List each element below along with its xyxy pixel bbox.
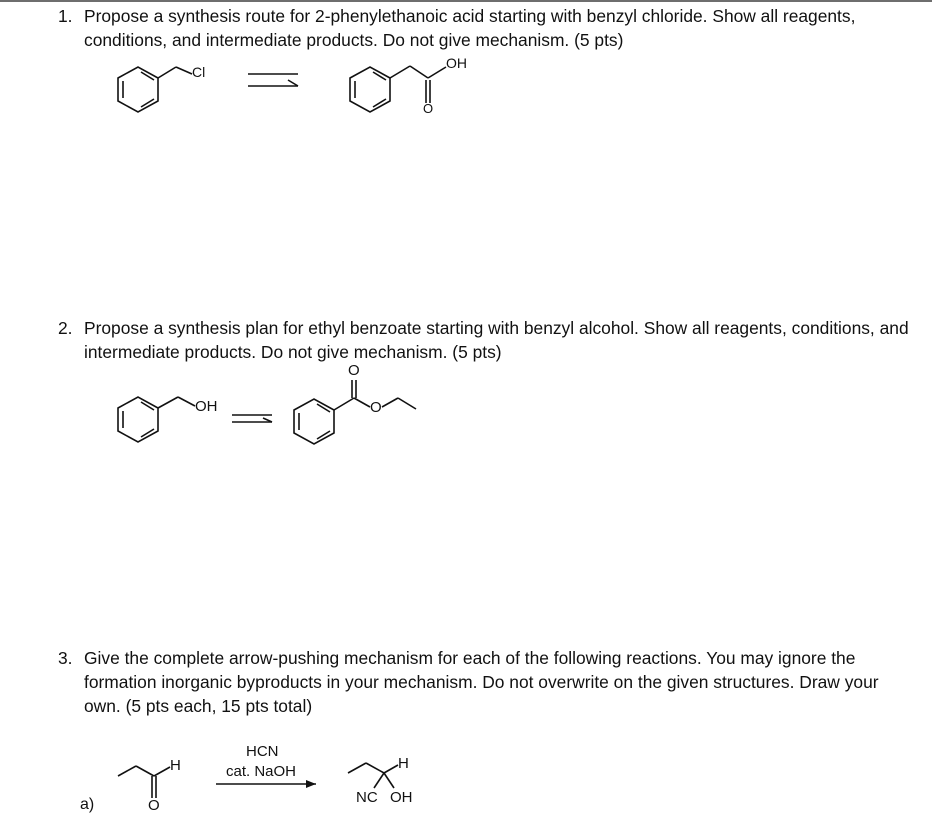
q3a-aldehyde-h-label: H (170, 757, 181, 774)
q3a-carbonyl-o-label: O (148, 797, 160, 814)
q3a-reagent-hcn: HCN (246, 743, 279, 760)
benzyl-alcohol-structure (118, 397, 195, 442)
part-a-label: a) (80, 796, 95, 813)
cyanohydrin-structure (348, 763, 398, 788)
question-2 (58, 316, 918, 364)
q3a-reagent-naoh: cat. NaOH (226, 763, 297, 780)
q3a-arrowhead (306, 780, 316, 788)
q2-hydroxyl-label: OH (195, 398, 218, 415)
question-2-number: 2. (58, 318, 73, 338)
question-3-text: Give the complete arrow-pushing mechanism for each of the following reactions. You may ignore the formation inorganic byproducts in your mechanism. Do not overwrite on the given structures. Draw your own. (5 pts each, 15 pts total) (84, 648, 879, 716)
q2-reaction-arrow (232, 415, 272, 422)
q1-reaction-arrow (248, 74, 298, 86)
q3a-product-nc-label: NC (356, 789, 378, 806)
q1-carbonyl-o-label: O (423, 101, 434, 116)
q2-ester-o-label: O (370, 399, 382, 416)
propanal-structure (118, 766, 170, 798)
question-3 (58, 646, 918, 718)
question-1-text: Propose a synthesis route for 2-phenylethanoic acid starting with benzyl chloride. Show all reagents, conditions, and intermediate products. Do not give mechanism. (5 pts) (84, 6, 856, 50)
ethyl-benzoate-structure (294, 380, 416, 444)
q3a-product-oh-label: OH (390, 789, 413, 806)
question-1-number: 1. (58, 6, 73, 26)
q1-hydroxyl-label: OH (446, 55, 467, 71)
q3a-product-h-label: H (398, 755, 409, 772)
q1-chloride-label: Cl (192, 64, 206, 80)
question-2-text: Propose a synthesis plan for ethyl benzoate starting with benzyl alcohol. Show all reagents, conditions, and intermediate products. Do not give mechanism. (5 pts) (84, 318, 909, 362)
benzyl-chloride-structure (118, 67, 192, 112)
question-3-number: 3. (58, 648, 73, 668)
q2-carbonyl-o-label: O (348, 362, 360, 379)
